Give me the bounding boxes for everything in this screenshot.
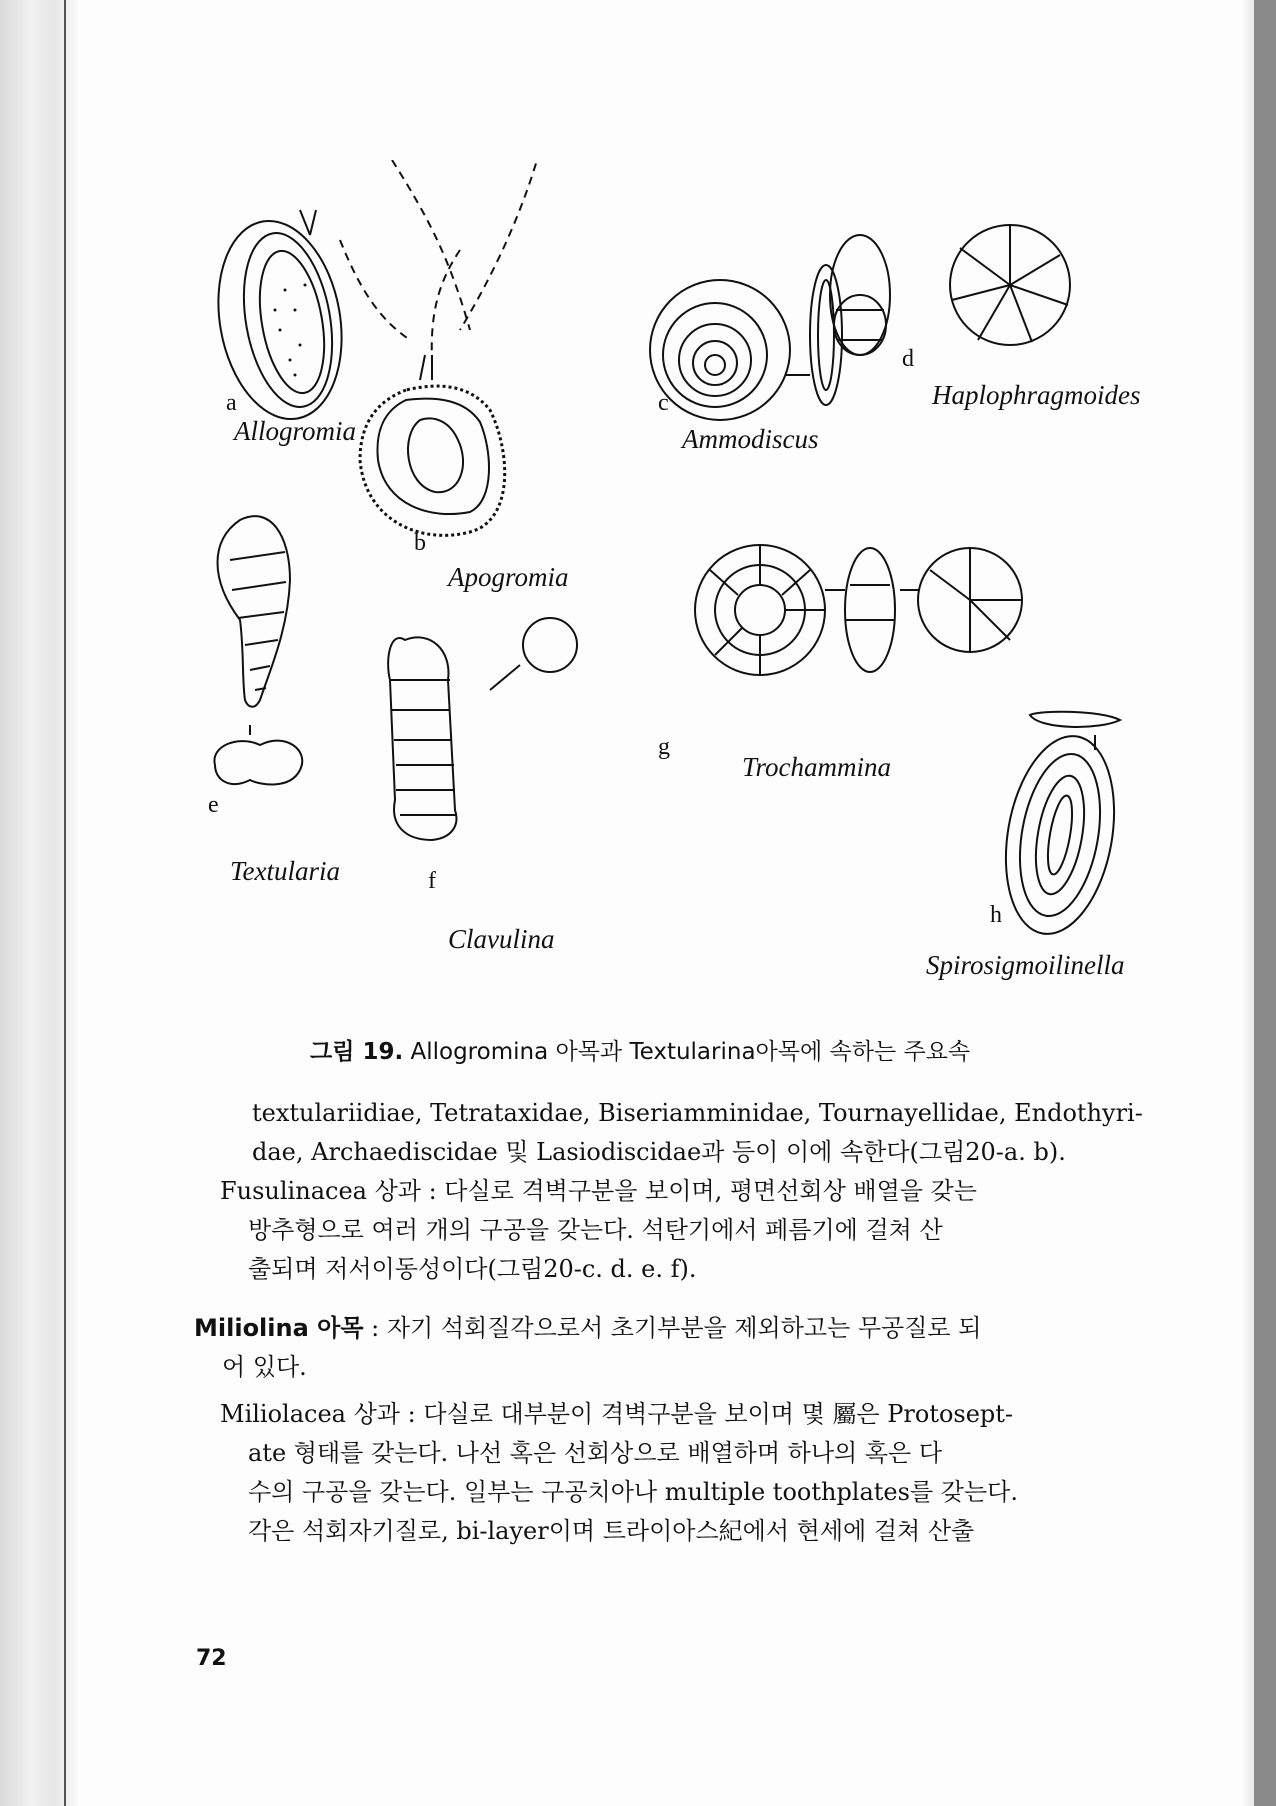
page-edge-dark <box>1254 0 1276 1806</box>
miliolina-heading: Miliolina 아목 <box>194 1314 364 1342</box>
body-line-8: Miliolacea 상과 : 다실로 대부분이 격벽구분을 보이며 몇 屬은 Protosept- <box>220 1400 1014 1428</box>
body-line-5: 출되며 저서이동성이다(그림20-c. d. e. f). <box>248 1255 697 1283</box>
genus-textularia: Textularia <box>230 856 341 886</box>
body-line-1: textulariidiae, Tetrataxidae, Biseriamminidae, Tournayellidae, Endothyri- <box>252 1099 1143 1127</box>
figure-label-g: g <box>658 734 670 760</box>
body-line-7: 어 있다. <box>222 1353 307 1381</box>
trochammina-drawing <box>695 545 1022 675</box>
figure-label-c: c <box>658 390 669 416</box>
genus-ammodiscus: Ammodiscus <box>682 424 819 454</box>
body-line-11: 각은 석회자기질로, bi-layer이며 트라이아스紀에서 현세에 걸쳐 산출 <box>248 1517 975 1545</box>
page-number: 72 <box>196 1646 227 1671</box>
apogromia-drawing <box>340 160 540 535</box>
figure-label-a: a <box>226 390 237 416</box>
body-line-6 <box>194 1309 981 1348</box>
body-line-2: dae, Archaediscidae 및 Lasiodiscidae과 등이 이에 속한다(그림20-a. b). <box>252 1138 1066 1166</box>
body-line-3: Fusulinacea 상과 : 다실로 격벽구분을 보이며, 평면선회상 배열을 갖는 <box>220 1177 977 1205</box>
page-binding-edge <box>0 0 78 1806</box>
spirosigmoilinella-drawing <box>991 712 1128 943</box>
figure-label-b: b <box>414 530 426 556</box>
genus-haplophragmoides: Haplophragmoides <box>932 380 1141 410</box>
genus-apogromia: Apogromia <box>448 562 569 592</box>
figure-label-f: f <box>428 868 436 894</box>
haplophragmoides-drawing <box>830 225 1070 355</box>
body-line-9: ate 형태를 갖는다. 나선 혹은 선회상으로 배열하며 하나의 혹은 다 <box>248 1439 943 1467</box>
caption-number: 그림 19. <box>310 1039 404 1065</box>
genus-trochammina: Trochammina <box>742 752 892 782</box>
ammodiscus-drawing <box>650 265 842 420</box>
genus-clavulina: Clavulina <box>448 924 555 954</box>
page-edge-shadow <box>1240 0 1254 1806</box>
figure-label-e: e <box>208 792 219 818</box>
figure-label-h: h <box>990 902 1002 928</box>
body-line-4: 방추형으로 여러 개의 구공을 갖는다. 석탄기에서 페름기에 걸쳐 산 <box>248 1216 943 1244</box>
textularia-drawing <box>214 516 302 784</box>
body-line-10: 수의 구공을 갖는다. 일부는 구공치아나 multiple toothplates를 갖는다. <box>248 1478 1018 1506</box>
genus-allogromia: Allogromia <box>234 416 357 446</box>
figure-label-d: d <box>902 346 914 372</box>
foraminifera-figure <box>170 160 1170 1000</box>
clavulina-drawing <box>388 618 577 840</box>
genus-spirosigmoilinella: Spirosigmoilinella <box>926 950 1125 980</box>
figure-caption <box>310 1033 970 1066</box>
body-line-6-text: : 자기 석회질각으로서 초기부분을 제외하고는 무공질로 되 <box>363 1314 982 1342</box>
caption-text: Allogromina 아목과 Textularina아목에 속하는 주요속 <box>403 1039 971 1065</box>
